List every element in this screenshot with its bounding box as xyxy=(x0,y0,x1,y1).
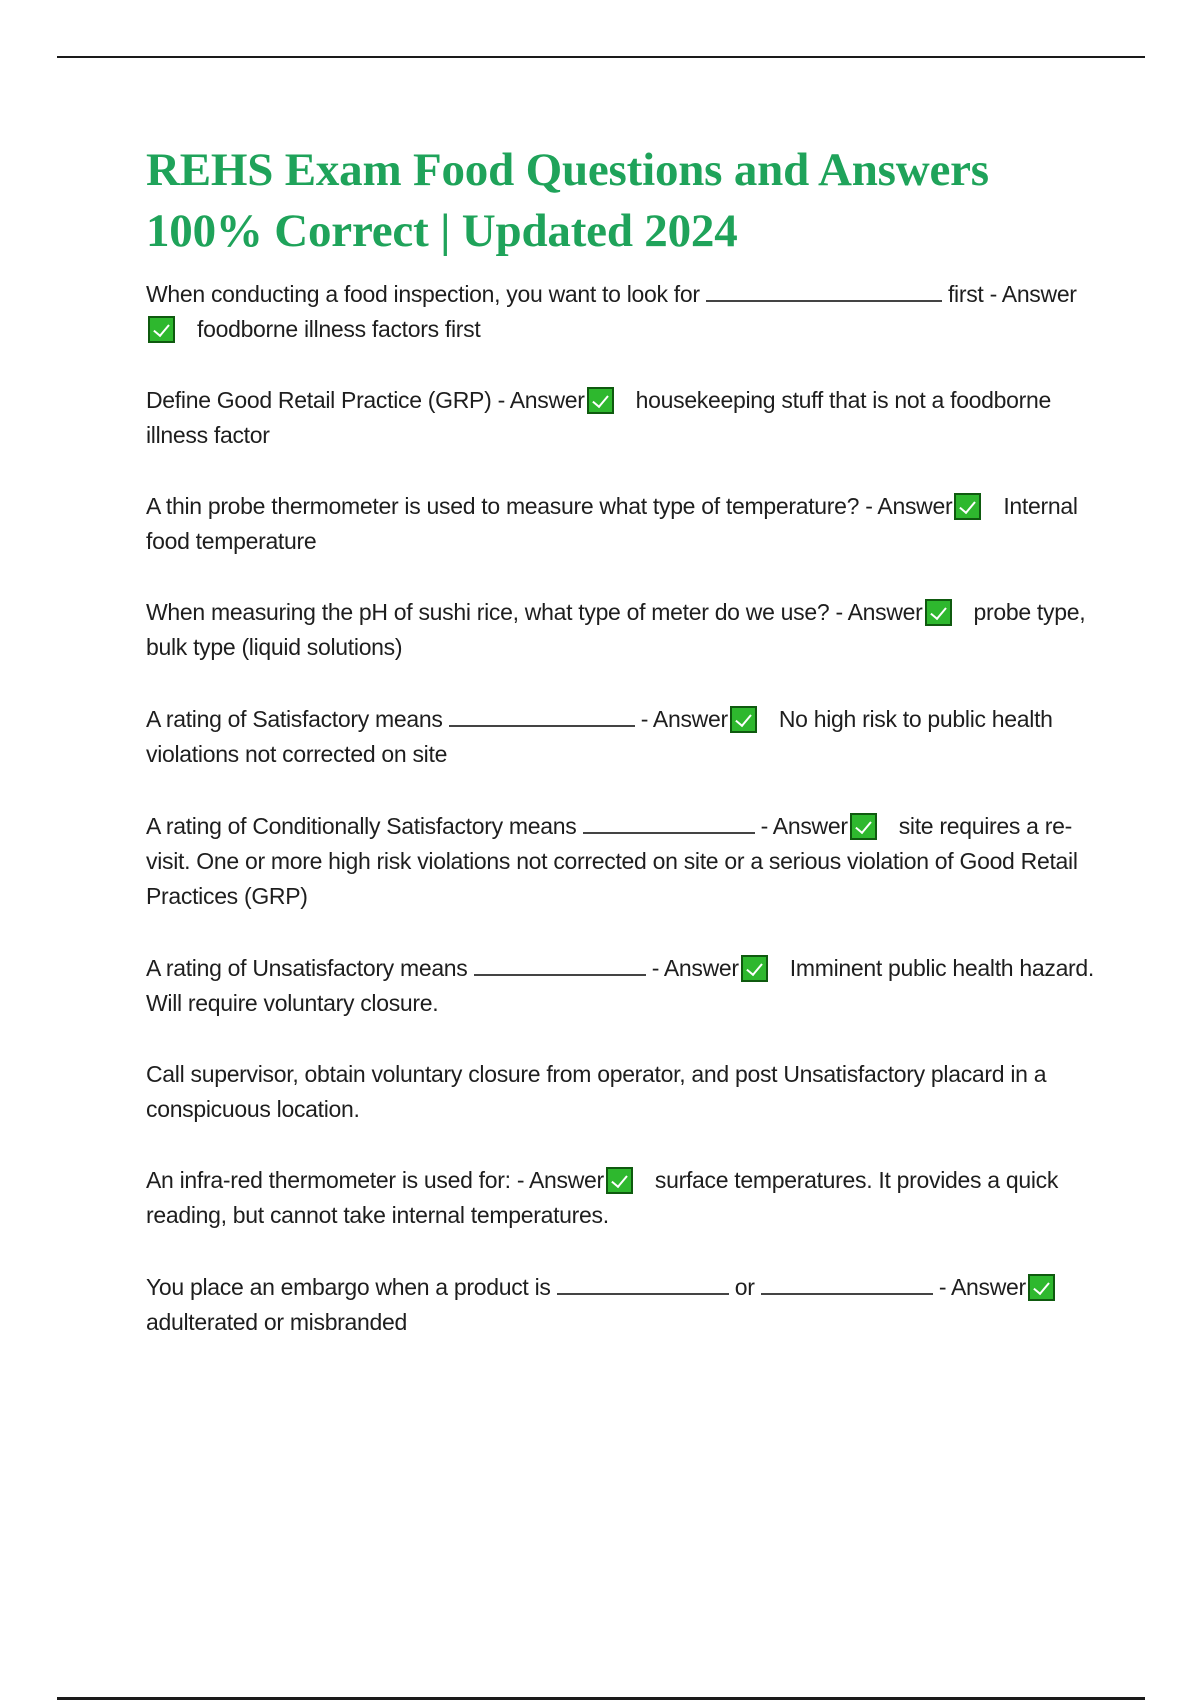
question-text: When conducting a food inspection, you want to look for xyxy=(146,281,700,307)
answer-label: - Answer xyxy=(497,387,585,413)
answer-label: - Answer xyxy=(640,706,728,732)
answer-label: - Answer xyxy=(835,599,923,625)
fill-blank xyxy=(706,276,942,302)
question-text: A thin probe thermometer is used to measure what type of temperature? xyxy=(146,493,860,519)
qa-item xyxy=(146,595,1096,665)
check-mark-button-icon xyxy=(954,493,981,520)
answer-text: probe type, bulk type (liquid solutions) xyxy=(146,599,1086,660)
question-text: A rating of Unsatisfactory means xyxy=(146,955,468,981)
question-text: Define Good Retail Practice (GRP) xyxy=(146,387,492,413)
question-text: first xyxy=(947,281,984,307)
answer-text: site requires a re-visit. One or more high risk violations not corrected on site or a serious violation of Good Retail Practices (GRP) xyxy=(146,813,1078,909)
check-mark-button-icon xyxy=(741,955,768,982)
document-body xyxy=(146,140,1096,1376)
check-mark-button-icon xyxy=(606,1167,633,1194)
fill-blank xyxy=(474,950,646,976)
title-line-1: REHS Exam Food Questions and Answers xyxy=(146,144,989,196)
check-mark-button-icon xyxy=(730,706,757,733)
qa-item xyxy=(146,950,1096,1021)
answer-text: housekeeping stuff that is not a foodborne illness factor xyxy=(146,387,1051,448)
fill-blank xyxy=(761,1269,933,1295)
qa-item xyxy=(146,808,1096,914)
title-line-2: 100% Correct | Updated 2024 xyxy=(146,205,738,257)
header-rule xyxy=(57,56,1145,58)
answer-text: surface temperatures. It provides a quick reading, but cannot take internal temperatures. xyxy=(146,1167,1059,1228)
fill-blank xyxy=(449,701,635,727)
qa-item xyxy=(146,701,1096,772)
answer-label: - Answer xyxy=(760,813,848,839)
document-title xyxy=(146,140,1096,262)
check-mark-button-icon xyxy=(1028,1274,1055,1301)
note-paragraph xyxy=(146,1057,1096,1127)
qa-item xyxy=(146,276,1096,347)
check-mark-button-icon xyxy=(148,316,175,343)
check-mark-button-icon xyxy=(925,599,952,626)
answer-text: Internal food temperature xyxy=(146,493,1078,554)
answer-label: - Answer xyxy=(938,1274,1026,1300)
answer-text: adulterated or misbranded xyxy=(146,1309,407,1335)
qa-item xyxy=(146,1163,1096,1233)
qa-item xyxy=(146,383,1096,453)
question-text: A rating of Satisfactory means xyxy=(146,706,443,732)
answer-text: Imminent public health hazard. Will require voluntary closure. xyxy=(146,955,1094,1016)
check-mark-button-icon xyxy=(587,387,614,414)
answer-label: - Answer xyxy=(516,1167,604,1193)
fill-blank xyxy=(583,808,755,834)
question-text: When measuring the pH of sushi rice, what type of meter do we use? xyxy=(146,599,830,625)
qa-item xyxy=(146,489,1096,559)
answer-label: - Answer xyxy=(651,955,739,981)
qa-item xyxy=(146,1269,1096,1340)
question-text: You place an embargo when a product is xyxy=(146,1274,551,1300)
answer-label: - Answer xyxy=(865,493,953,519)
fill-blank xyxy=(557,1269,729,1295)
answer-text: No high risk to public health violations not corrected on site xyxy=(146,706,1053,767)
answer-label: - Answer xyxy=(989,281,1077,307)
question-text: or xyxy=(734,1274,755,1300)
answer-text: foodborne illness factors first xyxy=(197,316,481,342)
question-text: An infra-red thermometer is used for: xyxy=(146,1167,511,1193)
question-text: A rating of Conditionally Satisfactory means xyxy=(146,813,577,839)
note-text: Call supervisor, obtain voluntary closure from operator, and post Unsatisfactory placard in a conspicuous location. xyxy=(146,1061,1047,1122)
check-mark-button-icon xyxy=(850,813,877,840)
